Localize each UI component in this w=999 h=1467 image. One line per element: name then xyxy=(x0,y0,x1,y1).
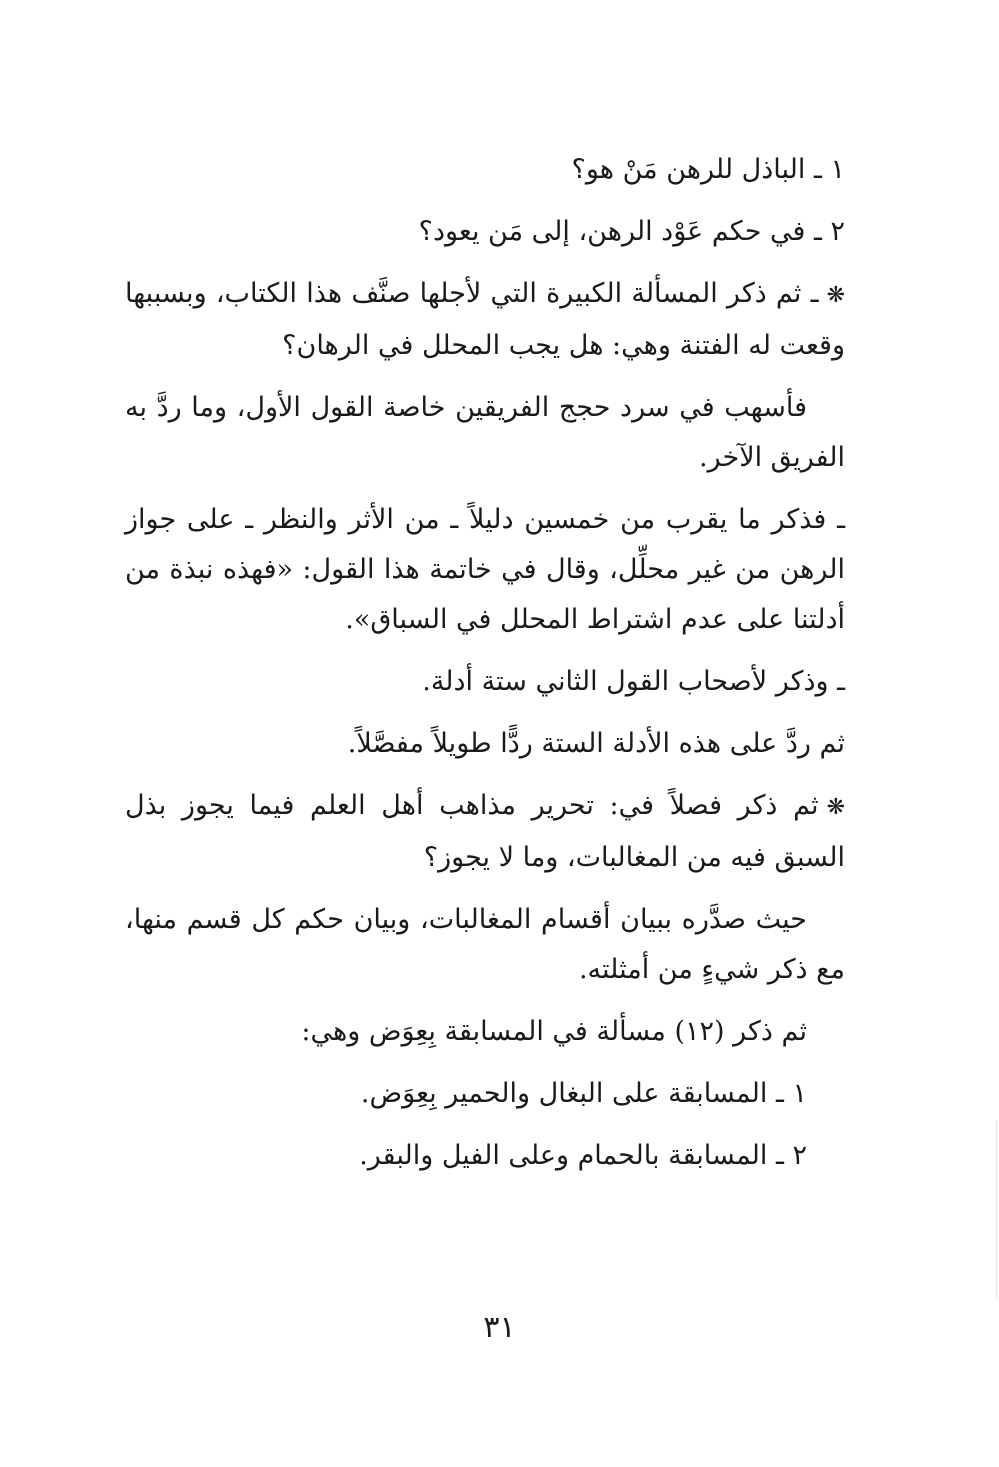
paragraph-text: ـ ثم ذكر المسألة الكبيرة التي لأجلها صنَّف هذا الكتاب، وبسببها وقعت له الفتنة وهي: هل يجب المحلل في الرهان؟ xyxy=(125,278,845,361)
paragraph: حيث صدَّره ببيان أقسام المغالبات، وبيان حكم كل قسم منها، مع ذكر شيءٍ من أمثلته. xyxy=(125,904,845,985)
asterism-icon: ❋ xyxy=(826,283,845,308)
paragraph: ـ وذكر لأصحاب القول الثاني ستة أدلة. xyxy=(422,666,845,697)
list-item: ١ ـ الباذل للرهن مَنْ هو؟ xyxy=(571,154,845,185)
paragraph: ثم ذكر (١٢) مسألة في المسابقة بِعِوَض وهي: xyxy=(301,1016,807,1047)
list-item: ١ ـ المسابقة على البغال والحمير بِعِوَض. xyxy=(360,1078,807,1109)
paragraph: فأسهب في سرد حجج الفريقين خاصة القول الأول، وما ردَّ به الفريق الآخر. xyxy=(125,392,845,473)
asterism-icon: ❋ xyxy=(826,795,845,820)
paragraph xyxy=(125,269,845,371)
margin-line xyxy=(996,1120,997,1300)
list-item: ٢ ـ في حكم عَوْد الرهن، إلى مَن يعود؟ xyxy=(418,216,845,247)
paragraph-text: ثم ذكر فصلاً في: تحرير مذاهب أهل العلم فيما يجوز بذل السبق فيه من المغالبات، وما لا يجوز؟ xyxy=(125,790,845,873)
paragraph xyxy=(125,781,845,883)
paragraph: ثم ردَّ على هذه الأدلة الستة ردًّا طويلاً مفصَّلاً. xyxy=(347,728,845,759)
paragraph: ـ فذكر ما يقرب من خمسين دليلاً ـ من الأثر والنظر ـ على جواز الرهن من غير محلِّل، وقال في خاتمة هذا القول: «فهذه نبذة من أدلتنا على عدم اشتراط المحلل في السباق». xyxy=(125,504,845,635)
page-body xyxy=(125,145,845,1193)
list-item: ٢ ـ المسابقة بالحمام وعلى الفيل والبقر. xyxy=(359,1140,807,1171)
page-number: ٣١ xyxy=(483,1310,516,1345)
